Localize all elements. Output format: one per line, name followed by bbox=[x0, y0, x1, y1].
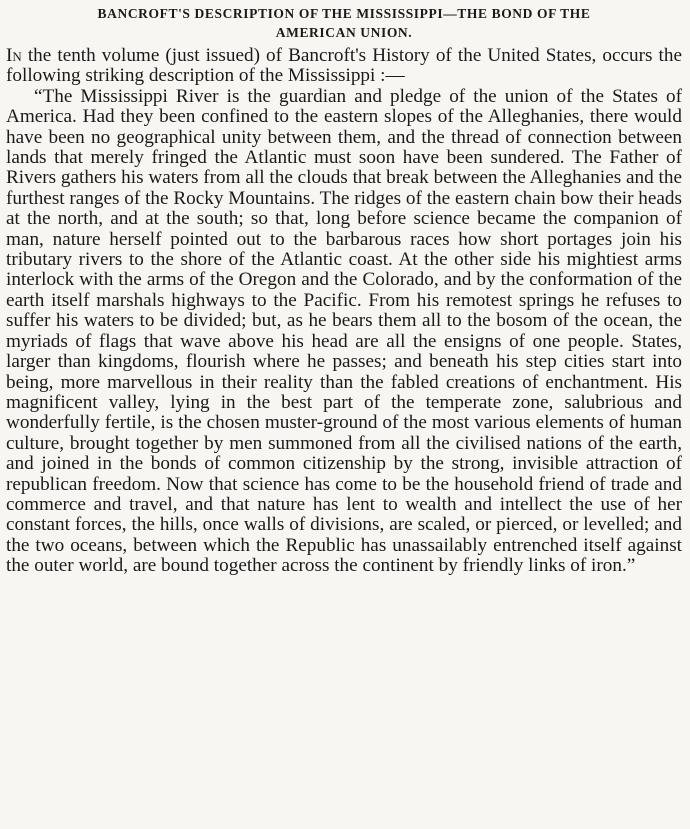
article-body bbox=[6, 46, 682, 577]
intro-text: the tenth volume (just issued) of Bancroft's History of the United States, occurs the following striking description of the Mississippi :— bbox=[6, 45, 682, 87]
headline-line-2: AMERICAN UNION. bbox=[275, 25, 413, 40]
headline-line-1: BANCROFT'S DESCRIPTION OF THE MISSISSIPPI—THE BOND OF THE bbox=[97, 6, 591, 21]
quote-paragraph: “The Mississippi River is the guardian and pledge of the union of the States of America. Had they been confined to the eastern slopes of the Alleghanies, there would have been no geographical unity between them, and the thread of connection between lands that merely fringed the Atlantic must soon have been sundered. The Father of Rivers gathers his waters from all the clouds that break between the Alleghanies and the furthest ranges of the Rocky Mountains. The ridges of the eastern chain bow their heads at the north, and at the south; so that, long before science became the companion of man, nature herself pointed out to the barbarous races how short portages join his tributary rivers to the shore of the Atlantic coast. At the other side his mightiest arms interlock with the arms of the Oregon and the Colorado, and by the conformation of the earth itself marshals highways to the Pacific. From his remotest springs he refuses to suffer his waters to be divided; but, as he bears them all to the bosom of the ocean, the myriads of flags that wave above his head are all the ensigns of one people. States, larger than kingdoms, flourish where he passes; and beneath his step cities start into being, more marvellous in their reality than the fabled creations of enchantment. His magnificent valley, lying in the best part of the temperate zone, salubrious and wonderfully fertile, is the chosen muster-ground of the most various elements of human culture, brought together by men summoned from all the civilised nations of the earth, and joined in the bonds of common citizenship by the strong, invisible attraction of republican freedom. Now that science has come to be the household friend of trade and commerce and travel, and that nature has lent to wealth and intellect the use of her constant forces, the hills, once walls of divisions, are scaled, or pierced, or levelled; and the two oceans, between which the Republic has unassailably entrenched itself against the outer world, are bound together across the continent by friendly links of iron.” bbox=[6, 85, 682, 577]
article bbox=[6, 4, 682, 577]
article-headline bbox=[6, 4, 682, 42]
intro-paragraph bbox=[6, 46, 682, 87]
intro-lead-word: In bbox=[6, 45, 22, 66]
